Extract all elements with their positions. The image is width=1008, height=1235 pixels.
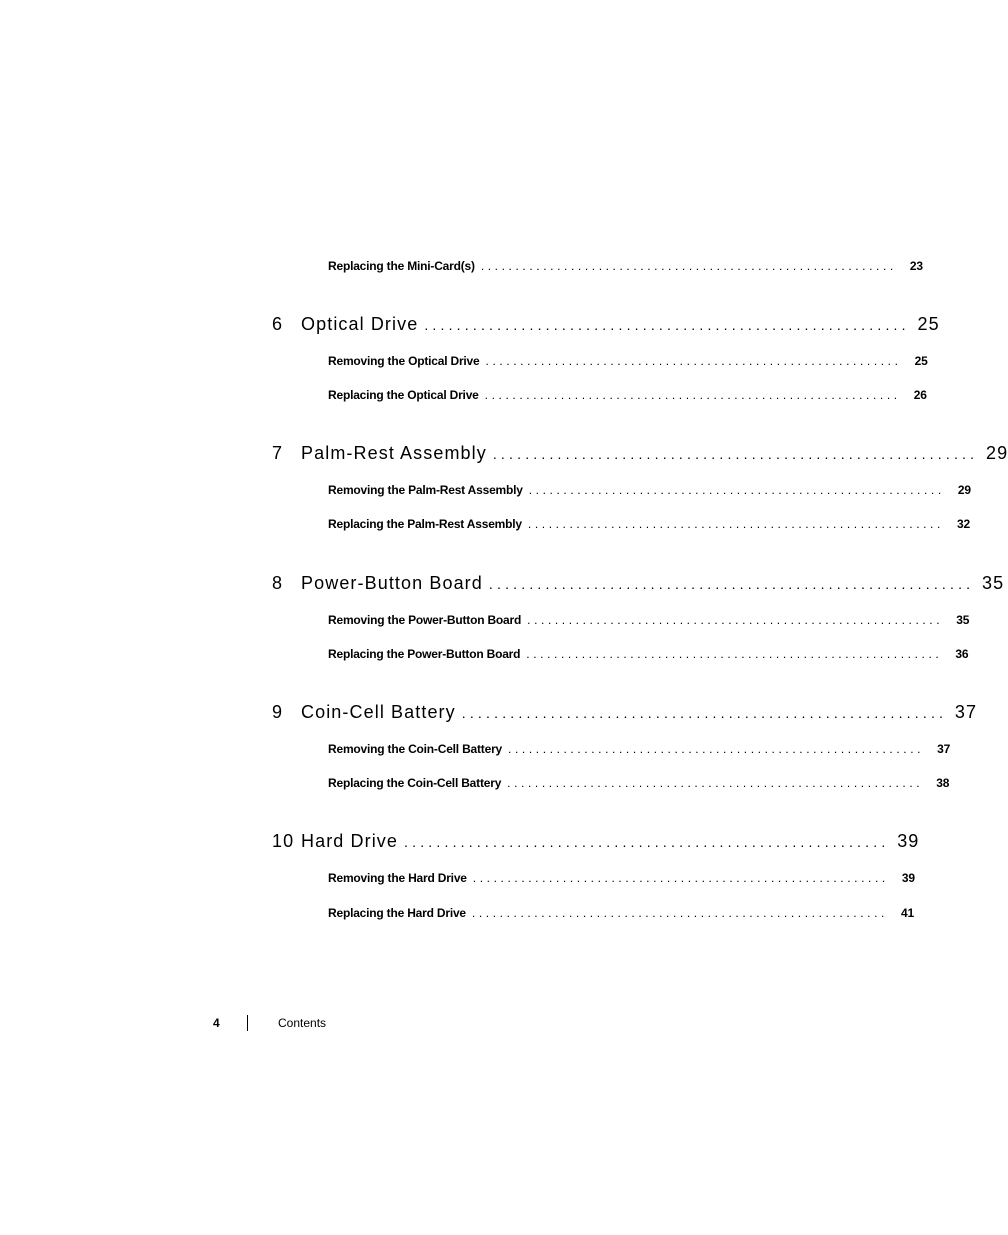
section-title: Replacing the Hard Drive: [328, 906, 466, 920]
toc-chapter-entry[interactable]: [272, 573, 1005, 594]
section-title: Replacing the Coin-Cell Battery: [328, 776, 502, 790]
toc-section-entry[interactable]: [328, 906, 914, 920]
toc-section-entry[interactable]: [328, 517, 970, 531]
page-number: 32: [956, 517, 970, 531]
footer-separator: [247, 1015, 248, 1031]
chapter-title: Optical Drive: [301, 314, 419, 334]
toc-section-entry[interactable]: [328, 388, 927, 402]
chapter-number: 9: [272, 702, 284, 722]
dot-leader: ............................................................: [424, 317, 910, 333]
dot-leader: ............................................................: [526, 647, 943, 661]
dot-leader: ............................................................: [480, 259, 897, 273]
footer-page-number: 4: [213, 1016, 220, 1030]
chapter-number: 6: [272, 314, 284, 334]
section-title: Removing the Coin-Cell Battery: [328, 742, 503, 756]
toc-section-entry[interactable]: [328, 354, 928, 368]
chapter-number: 7: [272, 443, 284, 463]
chapter-title: Coin-Cell Battery: [301, 702, 456, 722]
dot-leader: ............................................................: [484, 388, 901, 402]
toc-section-entry[interactable]: [328, 647, 969, 661]
page-number: 37: [954, 702, 978, 722]
page-number: 39: [901, 871, 915, 885]
section-title: Removing the Optical Drive: [328, 354, 480, 368]
dot-leader: ............................................................: [488, 576, 975, 592]
page-number: 25: [914, 354, 928, 368]
toc-chapter-entry[interactable]: [272, 443, 1008, 464]
page-number: 37: [937, 742, 951, 756]
dot-leader: ............................................................: [527, 613, 944, 627]
toc-section-entry[interactable]: [328, 871, 915, 885]
page-number: 39: [897, 831, 920, 851]
dot-leader: ............................................................: [485, 354, 902, 368]
dot-leader: ............................................................: [404, 834, 890, 850]
toc-chapter-entry[interactable]: [272, 831, 920, 852]
chapter-number: 10: [272, 831, 295, 851]
dot-leader: ............................................................: [471, 906, 888, 920]
dot-leader: ............................................................: [492, 446, 979, 462]
dot-leader: ............................................................: [461, 705, 948, 721]
dot-leader: ............................................................: [472, 871, 889, 885]
page-number: 29: [986, 443, 1008, 463]
toc-section-entry[interactable]: [328, 742, 951, 756]
section-title: Removing the Power-Button Board: [328, 613, 522, 627]
page-number: 35: [956, 613, 970, 627]
chapter-number: 8: [272, 573, 284, 593]
section-title: Removing the Palm-Rest Assembly: [328, 483, 523, 497]
section-title: Removing the Hard Drive: [328, 871, 467, 885]
dot-leader: ............................................................: [508, 742, 925, 756]
page-number: 35: [982, 573, 1005, 593]
chapter-title: Palm-Rest Assembly: [301, 443, 487, 463]
section-title: Replacing the Power-Button Board: [328, 647, 521, 661]
toc-chapter-entry[interactable]: [272, 702, 978, 723]
section-title: Replacing the Palm-Rest Assembly: [328, 517, 522, 531]
section-title: Replacing the Optical Drive: [328, 388, 479, 402]
toc-section-entry[interactable]: [328, 259, 923, 273]
chapter-title: Power-Button Board: [301, 573, 483, 593]
page-number: 29: [957, 483, 971, 497]
toc-section-entry[interactable]: [328, 483, 971, 497]
page-number: 38: [936, 776, 950, 790]
dot-leader: ............................................................: [507, 776, 924, 790]
footer-section-label: Contents: [278, 1016, 327, 1030]
toc-section-entry[interactable]: [328, 776, 950, 790]
dot-leader: ............................................................: [527, 517, 944, 531]
page-number: 36: [955, 647, 969, 661]
page-number: 25: [917, 314, 940, 334]
section-title: Replacing the Mini-Card(s): [328, 259, 475, 273]
page-number: 41: [901, 906, 914, 920]
chapter-title: Hard Drive: [301, 831, 399, 851]
dot-leader: ............................................................: [528, 483, 945, 497]
page-number: 26: [913, 388, 927, 402]
page-number: 23: [909, 259, 923, 273]
toc-chapter-entry[interactable]: [272, 314, 940, 335]
toc-section-entry[interactable]: [328, 613, 970, 627]
